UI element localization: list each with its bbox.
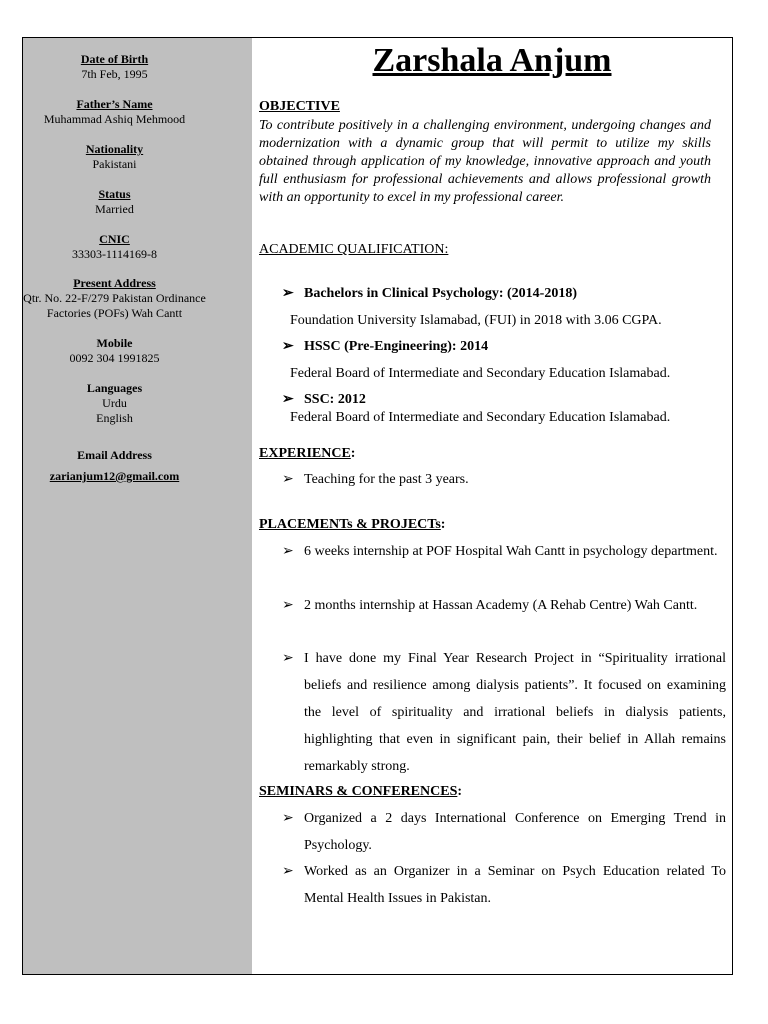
academic-heading-text: ACADEMIC QUALIFICATION: — [259, 242, 449, 257]
address-line-2: Factories (POFs) Wah Cantt — [46, 306, 183, 320]
bullet-arrow-icon: ➢ — [282, 286, 294, 301]
bullet-arrow-icon: ➢ — [282, 651, 294, 666]
mobile-block — [0, 336, 229, 366]
experience-item — [282, 466, 726, 493]
placements-heading-colon: : — [440, 517, 446, 532]
placement-item-text: I have done my Final Year Research Project in “Spirituality irrational beliefs and resilience among dialysis patients”. It focused on examining the level of spirituality and irrational beliefs in dialysis patients, highlighting that even in significant pain, their belief in Allah remains remarkably strong. — [304, 651, 726, 774]
cnic-value: 33303-1114169-8 — [71, 247, 158, 261]
objective-heading-text: OBJECTIVE — [259, 99, 340, 114]
bullet-arrow-icon: ➢ — [282, 598, 294, 613]
father-label: Father’s Name — [76, 97, 153, 111]
address-block — [0, 276, 229, 321]
status-label: Status — [98, 187, 131, 201]
placement-item — [282, 645, 726, 780]
bullet-arrow-icon: ➢ — [282, 472, 294, 487]
placements-heading — [259, 516, 445, 534]
qualification-hssc — [282, 338, 488, 356]
experience-heading — [259, 445, 355, 463]
language-urdu: Urdu — [102, 396, 127, 410]
email-label: Email Address — [77, 448, 152, 462]
bullet-arrow-icon: ➢ — [282, 864, 294, 879]
nationality-value: Pakistani — [92, 157, 137, 171]
qualification-ssc — [282, 391, 366, 409]
dob-block — [0, 52, 229, 82]
status-block — [0, 187, 229, 217]
objective-heading — [259, 98, 340, 116]
bullet-arrow-icon: ➢ — [282, 811, 294, 826]
objective-text: To contribute positively in a challenging environment, undergoing changes and modernization with a dynamic group that will permit to utilize my skills obtained through application of my knowledge, innovative approach and youth full enthusiasm for professional achievements and allows professional growth with an opportunity to excel in my professional career. — [259, 118, 711, 205]
sidebar — [23, 38, 252, 974]
mobile-label: Mobile — [96, 336, 133, 350]
bullet-arrow-icon: ➢ — [282, 339, 294, 354]
degree-title: HSSC (Pre-Engineering): 2014 — [304, 339, 489, 354]
placements-heading-text: PLACEMENTs & PROJECTs — [259, 517, 441, 532]
experience-item-text: Teaching for the past 3 years. — [304, 472, 469, 487]
placement-item-text: 2 months internship at Hassan Academy (A Rehab Centre) Wah Cantt. — [304, 598, 698, 613]
email-block — [0, 448, 229, 484]
placement-item — [282, 538, 726, 565]
address-line-1: Qtr. No. 22-F/279 Pakistan Ordinance — [23, 291, 206, 305]
status-value: Married — [95, 202, 134, 216]
language-english: English — [96, 411, 133, 425]
institution-hssc: Federal Board of Intermediate and Secondary Education Islamabad. — [290, 366, 671, 381]
institution-bachelors: Foundation University Islamabad, (FUI) in 2018 with 3.06 CGPA. — [290, 313, 662, 328]
nationality-block — [0, 142, 229, 172]
languages-label: Languages — [86, 381, 143, 395]
seminar-item — [282, 805, 726, 859]
dob-label: Date of Birth — [80, 52, 149, 66]
bullet-arrow-icon: ➢ — [282, 392, 294, 407]
cnic-block — [0, 232, 229, 262]
seminar-item-text: Worked as an Organizer in a Seminar on Psych Education related To Mental Health Issues in Pakistan. — [304, 864, 726, 906]
seminar-item-text: Organized a 2 days International Conference on Emerging Trend in Psychology. — [304, 811, 726, 853]
placement-item — [282, 592, 726, 619]
qualification-bachelors — [282, 285, 577, 303]
seminar-item — [282, 858, 726, 912]
languages-block — [0, 381, 229, 426]
email-link[interactable]: zarianjum12@gmail.com — [49, 469, 180, 483]
experience-heading-colon: : — [350, 446, 356, 461]
father-block — [0, 97, 229, 127]
placement-item-text: 6 weeks internship at POF Hospital Wah Cantt in psychology department. — [304, 544, 718, 559]
academic-heading — [259, 241, 448, 259]
experience-heading-text: EXPERIENCE — [259, 446, 351, 461]
seminars-heading-text: SEMINARS & CONFERENCES — [259, 784, 458, 799]
father-value: Muhammad Ashiq Mehmood — [43, 112, 186, 126]
seminars-heading — [259, 783, 462, 801]
nationality-label: Nationality — [85, 142, 144, 156]
institution-ssc: Federal Board of Intermediate and Secondary Education Islamabad. — [290, 410, 671, 425]
degree-title: Bachelors in Clinical Psychology: (2014-2018) — [304, 286, 577, 301]
address-label: Present Address — [73, 276, 156, 290]
seminars-heading-colon: : — [457, 784, 463, 799]
mobile-value: 0092 304 1991825 — [69, 351, 160, 365]
cnic-label: CNIC — [99, 232, 130, 246]
degree-title: SSC: 2012 — [304, 392, 366, 407]
dob-value: 7th Feb, 1995 — [81, 67, 148, 81]
candidate-name: Zarshala Anjum — [372, 42, 612, 79]
bullet-arrow-icon: ➢ — [282, 544, 294, 559]
